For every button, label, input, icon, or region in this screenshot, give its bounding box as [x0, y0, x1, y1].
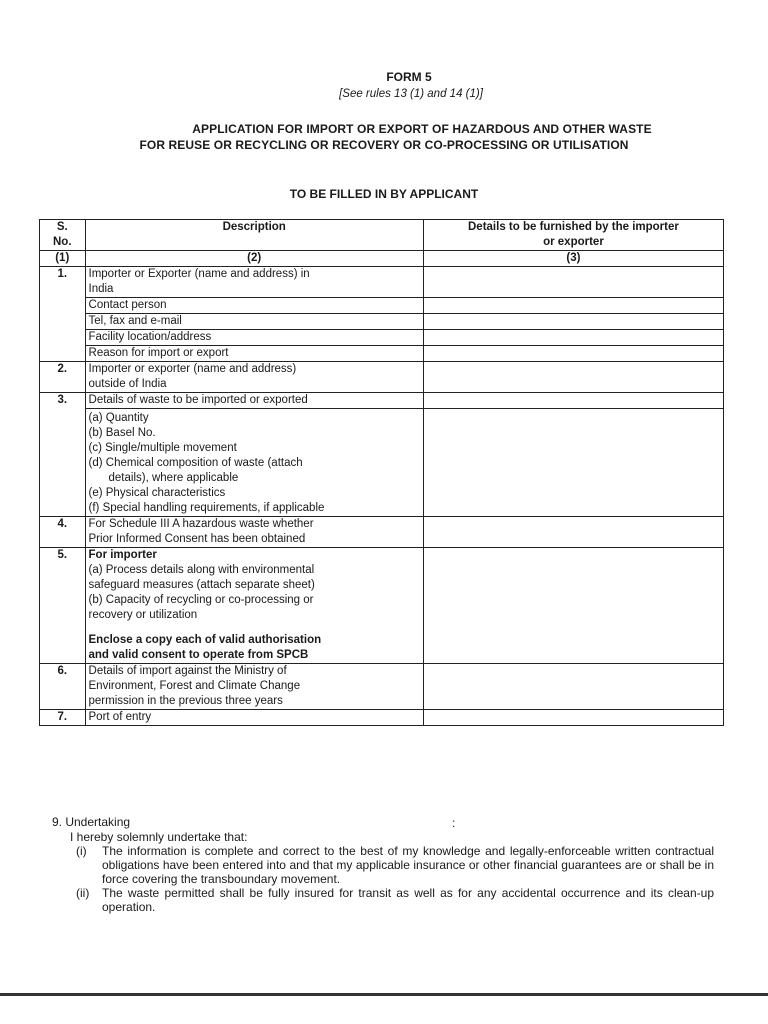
undertaking-item	[52, 844, 714, 886]
application-form-table	[39, 219, 724, 726]
description-line: Port of entry	[85, 710, 423, 726]
description-line: Importer or exporter (name and address)	[88, 363, 297, 375]
details-input-cell[interactable]	[423, 409, 723, 517]
serial-number: 5.	[40, 548, 86, 664]
rules-reference: [See rules 13 (1) and 14 (1)]	[339, 88, 483, 100]
table-row	[40, 314, 724, 330]
description-line: Tel, fax and e-mail	[85, 314, 423, 330]
details-input-cell[interactable]	[423, 393, 723, 409]
description-line: details), where applicable	[108, 472, 239, 484]
description-line: (d) Chemical composition of waste (attach	[88, 457, 303, 469]
serial-number: 1.	[40, 267, 86, 362]
description-line: (b) Capacity of recycling or co-processing or	[88, 594, 314, 606]
description-cell	[85, 362, 423, 393]
bottom-rule	[0, 993, 768, 996]
undertaking-intro: I hereby solemnly undertake that:	[70, 830, 248, 844]
description-line: (f) Special handling requirements, if applicable	[88, 502, 325, 514]
header-details	[423, 220, 723, 251]
details-input-cell[interactable]	[423, 362, 723, 393]
description-line: Contact person	[85, 298, 423, 314]
table-row	[40, 409, 724, 517]
undertaking-item-text: The information is complete and correct to the best of my knowledge and legally-enforceable written contractual obligations have been entered into and that my applicable insurance or other financial guarantees are or shall be in force covering the transboundary movement.	[102, 844, 714, 886]
description-line: Details of import against the Ministry of	[88, 665, 287, 677]
column-number: (2)	[85, 251, 423, 267]
description-line: Details of waste to be imported or exported	[85, 393, 423, 409]
description-line: recovery or utilization	[88, 609, 198, 621]
description-line: outside of India	[88, 378, 167, 390]
table-row	[40, 517, 724, 548]
table-row	[40, 710, 724, 726]
header-description: Description	[85, 220, 423, 251]
undertaking-item-number: (ii)	[76, 886, 90, 900]
description-cell	[85, 664, 423, 710]
form-number: FORM 5	[386, 70, 432, 84]
details-input-cell[interactable]	[423, 548, 723, 664]
details-input-cell[interactable]	[423, 298, 723, 314]
description-line: and valid consent to operate from SPCB	[88, 649, 309, 661]
description-line: (b) Basel No.	[88, 427, 156, 439]
table-row	[40, 267, 724, 298]
details-input-cell[interactable]	[423, 517, 723, 548]
header-serial-no	[40, 220, 86, 251]
table-header-row	[40, 220, 724, 251]
description-line: (c) Single/multiple movement	[88, 442, 237, 454]
spacer	[89, 623, 420, 633]
column-number: (1)	[40, 251, 86, 267]
details-input-cell[interactable]	[423, 314, 723, 330]
description-line: Facility location/address	[85, 330, 423, 346]
table-row	[40, 346, 724, 362]
description-line: India	[88, 283, 114, 295]
description-line: Environment, Forest and Climate Change	[88, 680, 301, 692]
undertaking-title: 9. Undertaking	[52, 815, 131, 829]
column-number-row	[40, 251, 724, 267]
description-line: (e) Physical characteristics	[88, 487, 226, 499]
details-input-cell[interactable]	[423, 346, 723, 362]
column-number: (3)	[423, 251, 723, 267]
header-details-line: or exporter	[543, 236, 604, 248]
stray-colon: :	[452, 816, 456, 830]
undertaking-item	[52, 886, 714, 914]
application-title-line-1: APPLICATION FOR IMPORT OR EXPORT OF HAZARDOUS AND OTHER WASTE	[192, 122, 652, 136]
description-line: (a) Quantity	[88, 412, 149, 424]
undertaking-item-number: (i)	[76, 844, 87, 858]
description-line: permission in the previous three years	[88, 695, 283, 707]
header-serial-no-line: S.	[56, 221, 68, 233]
details-input-cell[interactable]	[423, 267, 723, 298]
serial-number: 6.	[40, 664, 86, 710]
description-cell	[85, 409, 423, 517]
description-line: Importer or Exporter (name and address) in	[88, 268, 310, 280]
serial-number: 4.	[40, 517, 86, 548]
description-cell	[85, 267, 423, 298]
undertaking-section	[52, 815, 714, 914]
table-row	[40, 664, 724, 710]
undertaking-item-text: The waste permitted shall be fully insured for transit as well as for any accidental occurrence and its clean-up operation.	[102, 886, 714, 914]
table-row	[40, 393, 724, 409]
to-be-filled-heading: TO BE FILLED IN BY APPLICANT	[289, 187, 479, 201]
description-line: (a) Process details along with environmental	[88, 564, 315, 576]
table-row	[40, 362, 724, 393]
description-cell	[85, 517, 423, 548]
serial-number: 3.	[40, 393, 86, 517]
serial-number: 2.	[40, 362, 86, 393]
header-details-line: Details to be furnished by the importer	[468, 221, 679, 233]
description-line: Enclose a copy each of valid authorisation	[88, 634, 322, 646]
details-input-cell[interactable]	[423, 330, 723, 346]
description-line: Prior Informed Consent has been obtained	[88, 533, 306, 545]
description-line: Reason for import or export	[85, 346, 423, 362]
details-input-cell[interactable]	[423, 664, 723, 710]
table-row	[40, 298, 724, 314]
details-input-cell[interactable]	[423, 710, 723, 726]
description-cell	[85, 548, 423, 664]
application-title-line-2: FOR REUSE OR RECYCLING OR RECOVERY OR CO-PROCESSING OR UTILISATION	[139, 138, 629, 152]
description-line: For importer	[88, 549, 157, 561]
table-row	[40, 330, 724, 346]
description-line: For Schedule III A hazardous waste whether	[88, 518, 314, 530]
table-row	[40, 548, 724, 664]
header-serial-no-line: No.	[52, 236, 72, 248]
serial-number: 7.	[40, 710, 86, 726]
description-line: safeguard measures (attach separate sheet)	[88, 579, 315, 591]
